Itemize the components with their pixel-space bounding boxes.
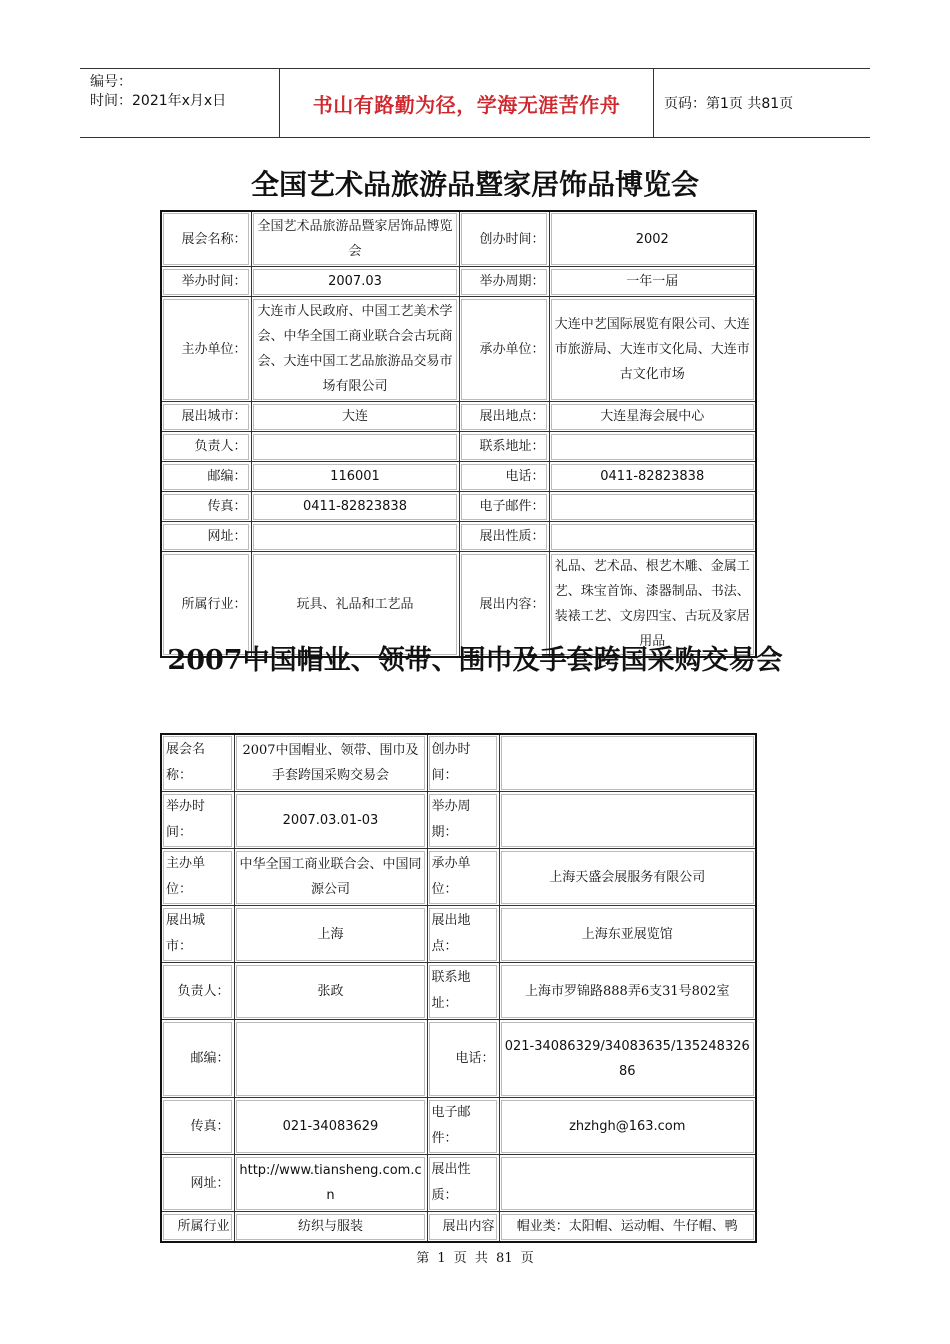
value-cell: 上海天盛会展服务有限公司 xyxy=(499,849,756,906)
label-cell: 举办周期： xyxy=(459,267,549,297)
value-cell: 一年一届 xyxy=(549,267,756,297)
value-cell xyxy=(499,792,756,849)
table-row xyxy=(161,402,756,432)
fair1-title: 全国艺术品旅游品暨家居饰品博览会 xyxy=(250,168,699,201)
label-cell: 承办单位： xyxy=(459,297,549,402)
label-cell: 邮编： xyxy=(161,462,251,492)
label-cell: 网址： xyxy=(161,522,251,552)
label-cell: 展出城市： xyxy=(161,906,234,963)
label-cell: 网址： xyxy=(161,1155,234,1212)
header-page-info: 页码：第1页 共81页 xyxy=(664,96,794,112)
table-row xyxy=(161,211,756,267)
label-cell: 创办时间： xyxy=(427,734,499,792)
table-row xyxy=(161,734,756,792)
code-label: 编号： xyxy=(90,74,132,90)
value-cell: 021-34086329/34083635/13524832686 xyxy=(499,1020,756,1098)
table-row xyxy=(161,1212,756,1243)
value-cell: 全国艺术品旅游品暨家居饰品博览会 xyxy=(251,211,459,267)
table-row xyxy=(161,522,756,552)
table-row xyxy=(161,432,756,462)
value-cell: 礼品、艺术品、根艺木雕、金属工艺、珠宝首饰、漆器制品、书法、装裱工艺、文房四宝、古玩及家居用品 xyxy=(549,552,756,658)
label-cell: 联系地址： xyxy=(459,432,549,462)
label-cell: 传真： xyxy=(161,492,251,522)
value-cell: 上海 xyxy=(234,906,427,963)
table-row xyxy=(161,906,756,963)
value-cell: 纺织与服装 xyxy=(234,1212,427,1243)
label-cell: 电话： xyxy=(427,1020,499,1098)
value-cell: 2007.03.01-03 xyxy=(234,792,427,849)
label-cell: 展出性质： xyxy=(427,1155,499,1212)
label-cell: 主办单位： xyxy=(161,297,251,402)
value-cell: 116001 xyxy=(251,462,459,492)
label-cell: 所属行业 xyxy=(161,1212,234,1243)
value-cell: 大连市人民政府、中国工艺美术学会、中华全国工商业联合会古玩商会、大连中国工艺品旅游品交易市场有限公司 xyxy=(251,297,459,402)
value-cell: 021-34083629 xyxy=(234,1098,427,1155)
label-cell: 展出地点： xyxy=(459,402,549,432)
table-row xyxy=(161,792,756,849)
table-row xyxy=(161,462,756,492)
table-row xyxy=(161,963,756,1020)
label-cell: 举办时间： xyxy=(161,267,251,297)
label-cell: 展出地点： xyxy=(427,906,499,963)
label-cell: 展会名称： xyxy=(161,211,251,267)
value-cell: 玩具、礼品和工艺品 xyxy=(251,552,459,658)
value-cell xyxy=(234,1020,427,1098)
value-cell: zhzhgh@163.com xyxy=(499,1098,756,1155)
label-cell: 联系地址： xyxy=(427,963,499,1020)
value-cell: 上海市罗锦路888弄6支31号802室 xyxy=(499,963,756,1020)
date-label: 时间：2021年x月x日 xyxy=(90,93,227,109)
value-cell: 张政 xyxy=(234,963,427,1020)
label-cell: 举办周期： xyxy=(427,792,499,849)
value-cell xyxy=(251,432,459,462)
value-cell: 2002 xyxy=(549,211,756,267)
label-cell: 电子邮件： xyxy=(459,492,549,522)
fair1-table xyxy=(160,210,757,658)
page-footer: 第 1 页 共 81 页 xyxy=(416,1251,534,1266)
value-cell xyxy=(499,734,756,792)
label-cell: 展会名称： xyxy=(161,734,234,792)
table-row xyxy=(161,297,756,402)
label-cell: 负责人： xyxy=(161,963,234,1020)
value-cell: 大连 xyxy=(251,402,459,432)
label-cell: 展出性质： xyxy=(459,522,549,552)
header-meta xyxy=(80,69,280,137)
value-cell: 中华全国工商业联合会、中国同源公司 xyxy=(234,849,427,906)
value-cell xyxy=(499,1155,756,1212)
page-header xyxy=(80,68,870,138)
value-cell: 2007.03 xyxy=(251,267,459,297)
label-cell: 创办时间： xyxy=(459,211,549,267)
value-cell: 大连星海会展中心 xyxy=(549,402,756,432)
label-cell: 所属行业： xyxy=(161,552,251,658)
header-motto: 书山有路勤为径，学海无涯苦作舟 xyxy=(280,69,654,137)
value-cell: 2007中国帽业、领带、围巾及手套跨国采购交易会 xyxy=(234,734,427,792)
value-cell xyxy=(549,492,756,522)
value-cell: http://www.tiansheng.com.cn xyxy=(234,1155,427,1212)
label-cell: 展出内容 xyxy=(427,1212,499,1243)
value-cell xyxy=(549,432,756,462)
fair2-table xyxy=(160,733,757,1243)
table-row xyxy=(161,1098,756,1155)
value-cell: 0411-82823838 xyxy=(251,492,459,522)
label-cell: 电子邮件： xyxy=(427,1098,499,1155)
label-cell: 负责人： xyxy=(161,432,251,462)
label-cell: 举办时间： xyxy=(161,792,234,849)
value-cell xyxy=(251,522,459,552)
label-cell: 承办单位： xyxy=(427,849,499,906)
label-cell: 邮编： xyxy=(161,1020,234,1098)
label-cell: 电话： xyxy=(459,462,549,492)
label-cell: 展出城市： xyxy=(161,402,251,432)
label-cell: 主办单位： xyxy=(161,849,234,906)
label-cell: 传真： xyxy=(161,1098,234,1155)
value-cell: 上海东亚展览馆 xyxy=(499,906,756,963)
table-row xyxy=(161,1155,756,1212)
table-row xyxy=(161,849,756,906)
value-cell: 0411-82823838 xyxy=(549,462,756,492)
value-cell: 帽业类：太阳帽、运动帽、牛仔帽、鸭 xyxy=(499,1212,756,1243)
label-cell: 展出内容： xyxy=(459,552,549,658)
value-cell xyxy=(549,522,756,552)
fair2-title: 2007中国帽业、领带、围巾及手套跨国采购交易会 xyxy=(167,645,783,676)
table-row xyxy=(161,492,756,522)
table-row xyxy=(161,1020,756,1098)
value-cell: 大连中艺国际展览有限公司、大连市旅游局、大连市文化局、大连市古文化市场 xyxy=(549,297,756,402)
table-row xyxy=(161,267,756,297)
